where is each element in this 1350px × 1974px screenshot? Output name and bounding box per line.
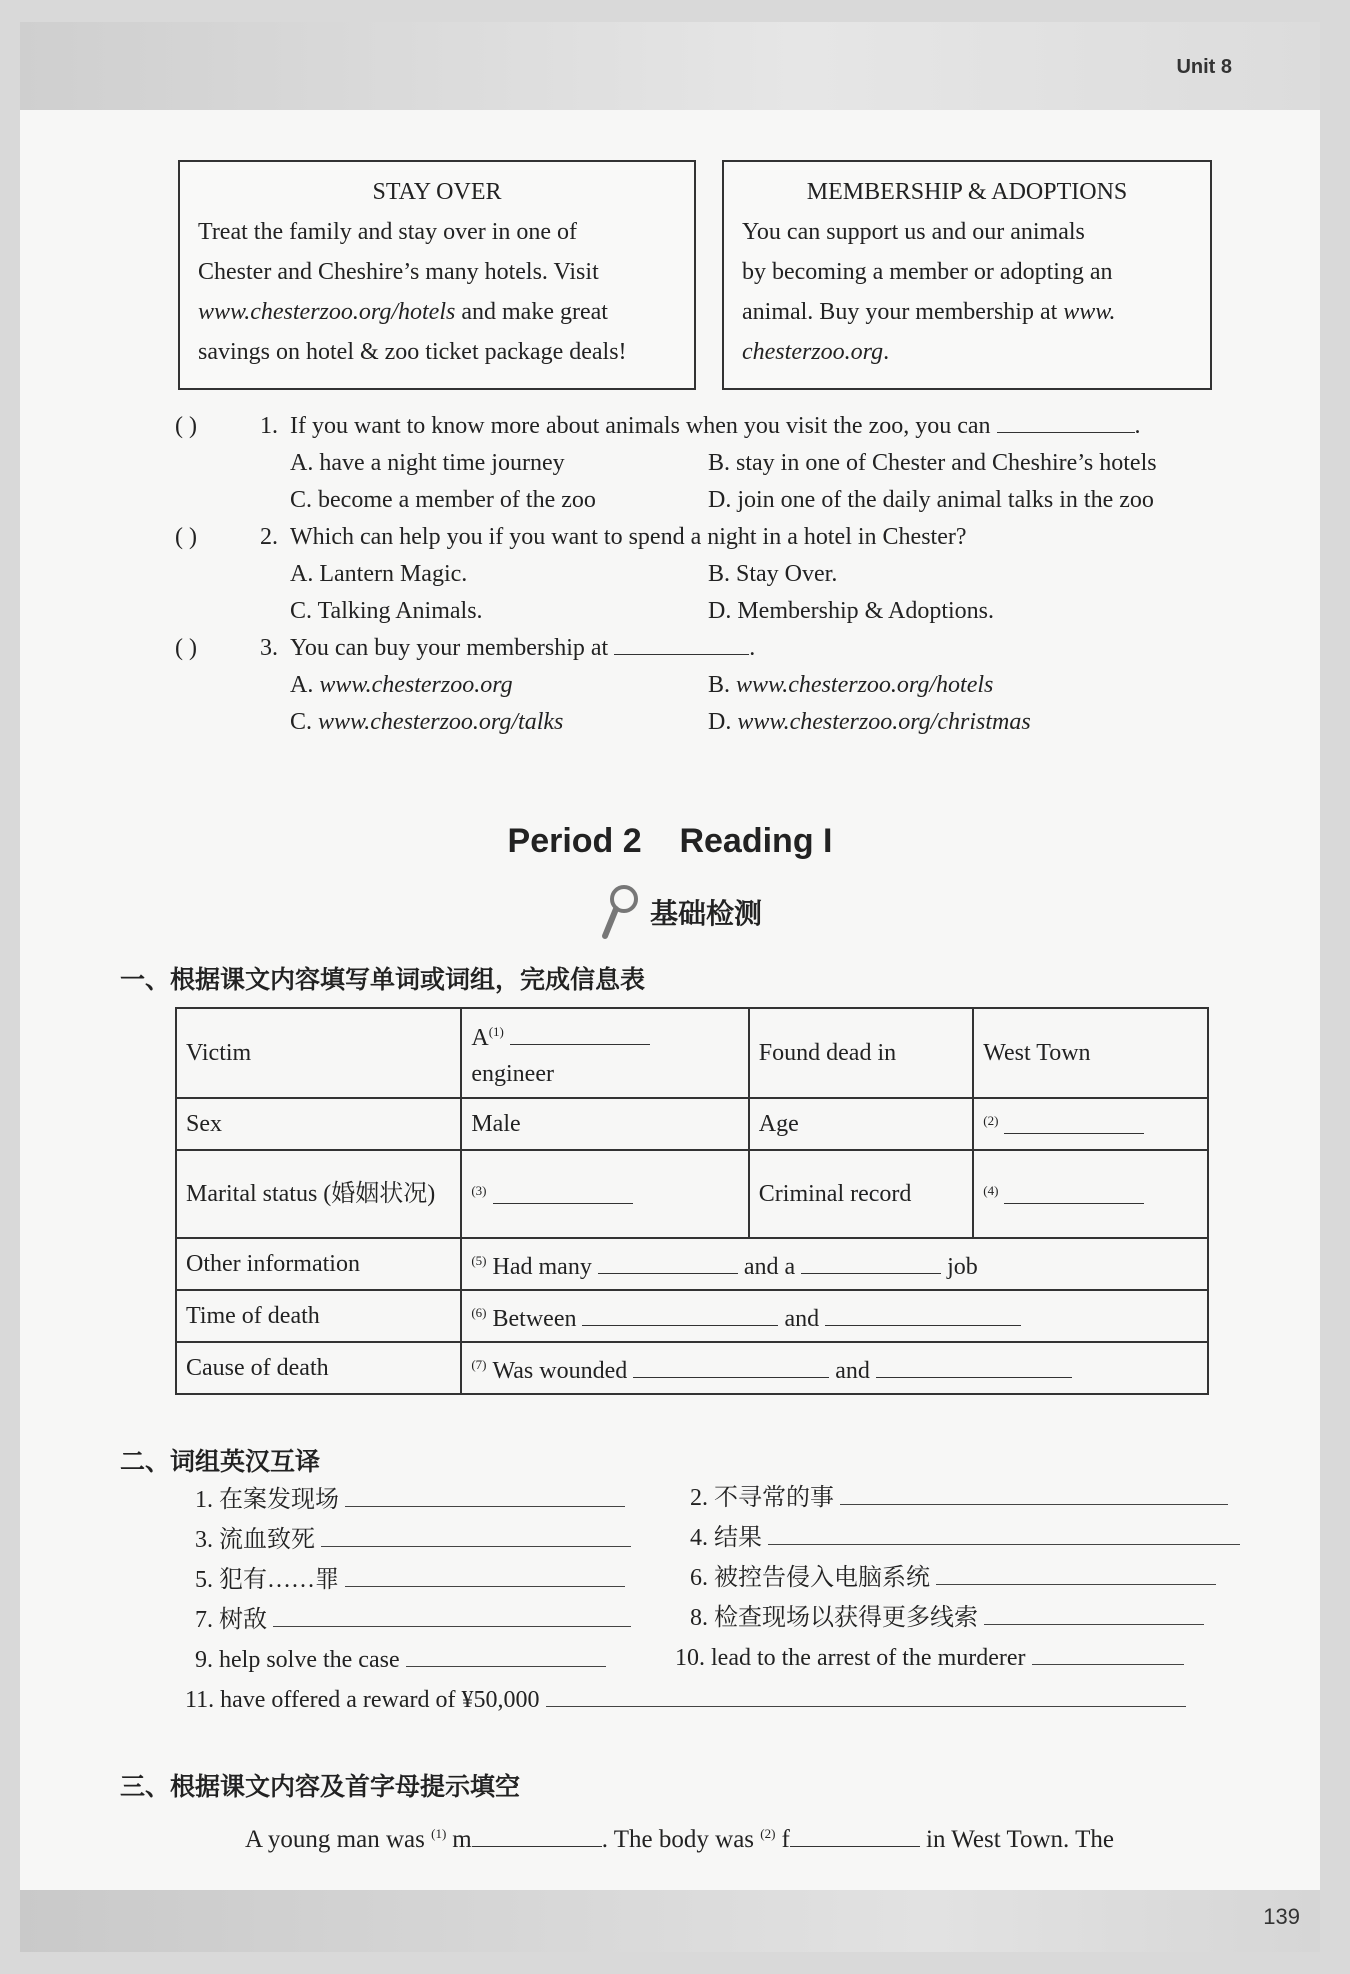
other-text-b: and a (743, 1254, 796, 1280)
basic-check-label: 基础检测 (650, 897, 763, 930)
blank-5b[interactable] (801, 1249, 941, 1274)
criminal-label: Criminal record (749, 1150, 973, 1238)
list-item (690, 1482, 1228, 1514)
passage-text-a: A young man was (245, 1826, 425, 1853)
list-item (195, 1604, 631, 1636)
option-3a[interactable] (290, 667, 513, 704)
blank-6b[interactable] (825, 1301, 1021, 1326)
unit-label: Unit 8 (1176, 56, 1232, 78)
other-text-c: job (947, 1254, 978, 1280)
list-item (675, 1642, 1184, 1674)
item-1-text: 1. 在案发现场 (195, 1487, 339, 1513)
option-3c-letter: C. (290, 709, 313, 735)
option-1d[interactable]: D. join one of the daily animal talks in the zoo (708, 487, 1154, 513)
membership-line-4 (742, 332, 1192, 372)
victim-cell (461, 1008, 748, 1098)
blank-3[interactable] (493, 1179, 633, 1204)
basic-check-heading (600, 884, 762, 940)
membership-line-1: You can support us and our animals (742, 219, 1085, 245)
item-3-text: 3. 流血致死 (195, 1527, 315, 1553)
question-2-stem: Which can help you if you want to spend a night in a hotel in Chester? (290, 524, 967, 550)
question-1-blank[interactable] (997, 408, 1135, 433)
found-value: West Town (973, 1008, 1208, 1098)
option-3d-url: www.chesterzoo.org/christmas (737, 709, 1031, 735)
option-2a[interactable]: A. Lantern Magic. (290, 561, 468, 587)
item-1-blank[interactable] (345, 1484, 625, 1507)
membership-line-4-end: . (883, 339, 890, 365)
question-3-blank[interactable] (614, 630, 749, 655)
item-6-blank[interactable] (936, 1562, 1216, 1585)
option-2b[interactable]: B. Stay Over. (708, 561, 838, 587)
item-8-text: 8. 检查现场以获得更多线索 (690, 1605, 978, 1631)
list-item (185, 1684, 1186, 1716)
question-3-text: You can buy your membership at (290, 635, 609, 661)
item-7-blank[interactable] (273, 1604, 631, 1627)
stay-over-title: STAY OVER (372, 179, 502, 205)
blank-number-6: (6) (471, 1305, 487, 1320)
stay-over-line-3-rest: and make great (455, 299, 608, 325)
found-label: Found dead in (749, 1008, 973, 1098)
list-item (690, 1522, 1240, 1554)
time-label: Time of death (176, 1290, 461, 1342)
question-3-end: . (749, 635, 756, 661)
passage-text-b: . The body was (601, 1826, 755, 1853)
blank-1[interactable] (510, 1020, 650, 1045)
cause-text-b: and (835, 1358, 870, 1384)
blank-6a[interactable] (582, 1301, 778, 1326)
answer-paren-3[interactable]: ( ) (175, 635, 197, 661)
time-cell (461, 1290, 1208, 1342)
passage-number-2: (2) (760, 1825, 776, 1841)
option-3d[interactable] (708, 704, 1031, 741)
question-1-stem (290, 408, 1141, 445)
other-text-a: Had many (492, 1254, 592, 1280)
blank-number-2: (2) (983, 1113, 999, 1128)
table-row (176, 1098, 1208, 1150)
option-1a[interactable]: A. have a night time journey (290, 450, 565, 476)
option-3c-url: www.chesterzoo.org/talks (318, 709, 564, 735)
membership-line-2: by becoming a member or adopting an (742, 259, 1113, 285)
time-text-b: and (784, 1306, 820, 1332)
section-1-heading: 一、根据课文内容填写单词或词组，完成信息表 (120, 965, 646, 994)
option-3c[interactable] (290, 704, 563, 741)
item-9-blank[interactable] (406, 1644, 606, 1667)
age-cell (973, 1098, 1208, 1150)
table-row (176, 1342, 1208, 1394)
time-text-a: Between (492, 1306, 577, 1332)
item-8-blank[interactable] (984, 1602, 1204, 1625)
stay-over-line-2: Chester and Cheshire’s many hotels. Visit (198, 259, 599, 285)
membership-line-3-text: animal. Buy your membership at (742, 299, 1064, 325)
item-5-blank[interactable] (345, 1564, 625, 1587)
stay-over-line-1: Treat the family and stay over in one of (198, 219, 578, 245)
item-9-text: 9. help solve the case (195, 1647, 400, 1673)
item-4-blank[interactable] (768, 1522, 1240, 1545)
marital-cell (461, 1150, 748, 1238)
question-1-end: . (1134, 413, 1141, 439)
hint-letter-1: m (452, 1826, 472, 1853)
table-row (176, 1150, 1208, 1238)
option-1b[interactable]: B. stay in one of Chester and Cheshire’s hotels (708, 450, 1157, 476)
marital-label: Marital status (婚姻状况) (176, 1150, 461, 1238)
list-item (690, 1562, 1216, 1594)
other-cell (461, 1238, 1208, 1290)
cause-label: Cause of death (176, 1342, 461, 1394)
item-10-text: 10. lead to the arrest of the murderer (675, 1645, 1026, 1671)
blank-number-4: (4) (983, 1183, 999, 1198)
item-11-text: 11. have offered a reward of ¥50,000 (185, 1687, 540, 1713)
table-row (176, 1238, 1208, 1290)
item-5-text: 5. 犯有……罪 (195, 1567, 339, 1593)
option-3b-url: www.chesterzoo.org/hotels (736, 672, 994, 698)
table-row (176, 1290, 1208, 1342)
fill-in-passage (245, 1822, 1114, 1854)
answer-paren-2[interactable]: ( ) (175, 524, 197, 550)
table-row (176, 1008, 1208, 1098)
blank-number-7: (7) (471, 1357, 487, 1372)
item-10-blank[interactable] (1032, 1642, 1184, 1665)
magnifier-icon (600, 884, 640, 940)
blank-5a[interactable] (598, 1249, 738, 1274)
option-3b-letter: B. (708, 672, 731, 698)
section-3-heading: 三、根据课文内容及首字母提示填空 (120, 1772, 521, 1801)
question-1-number: 1. (260, 413, 278, 439)
option-2c[interactable]: C. Talking Animals. (290, 598, 483, 624)
item-4-text: 4. 结果 (690, 1525, 762, 1551)
section-2-heading: 二、词组英汉互译 (120, 1447, 321, 1476)
option-3a-url: www.chesterzoo.org (319, 672, 513, 698)
cause-cell (461, 1342, 1208, 1394)
info-table (175, 1007, 1209, 1395)
membership-line-3 (742, 292, 1192, 332)
victim-engineer: engineer (471, 1061, 554, 1087)
other-label: Other information (176, 1238, 461, 1290)
blank-4[interactable] (1004, 1179, 1144, 1204)
option-3d-letter: D. (708, 709, 732, 735)
item-6-text: 6. 被控告侵入电脑系统 (690, 1565, 930, 1591)
list-item (690, 1602, 1204, 1634)
option-3b[interactable] (708, 667, 993, 704)
blank-number-1: (1) (488, 1024, 504, 1039)
list-item (195, 1564, 625, 1596)
passage-number-1: (1) (431, 1825, 447, 1841)
victim-label: Victim (176, 1008, 461, 1098)
item-3-blank[interactable] (321, 1524, 631, 1547)
period-title: Period 2 Reading I (507, 822, 833, 860)
stay-over-line-3 (198, 292, 676, 332)
cause-text-a: Was wounded (492, 1358, 628, 1384)
sex-value: Male (461, 1098, 748, 1150)
sex-label: Sex (176, 1098, 461, 1150)
criminal-cell (973, 1150, 1208, 1238)
blank-2[interactable] (1004, 1109, 1144, 1134)
blank-7a[interactable] (633, 1353, 829, 1378)
membership-url-part1: www. (1063, 299, 1116, 325)
header-band (20, 22, 1320, 110)
list-item (195, 1484, 625, 1516)
membership-box (722, 160, 1212, 390)
age-label: Age (749, 1098, 973, 1150)
blank-number-3: (3) (471, 1183, 487, 1198)
option-2d[interactable]: D. Membership & Adoptions. (708, 598, 994, 624)
passage-text-c: in West Town. The (926, 1826, 1114, 1853)
victim-article: A (471, 1025, 489, 1051)
question-1-text: If you want to know more about animals when you visit the zoo, you can (290, 413, 991, 439)
hotels-url: www.chesterzoo.org/hotels (198, 299, 456, 325)
footer-band (20, 1890, 1320, 1952)
question-3-number: 3. (260, 635, 278, 661)
hint-letter-2: f (781, 1826, 790, 1853)
list-item (195, 1524, 631, 1556)
blank-7b[interactable] (876, 1353, 1072, 1378)
passage-blank-1[interactable] (472, 1822, 602, 1847)
stay-over-line-4: savings on hotel & zoo ticket package deals! (198, 339, 627, 365)
question-3-stem (290, 630, 755, 667)
option-1c[interactable]: C. become a member of the zoo (290, 487, 596, 513)
item-11-blank[interactable] (546, 1684, 1186, 1707)
item-2-text: 2. 不寻常的事 (690, 1485, 834, 1511)
membership-url-part2: chesterzoo.org (742, 339, 884, 365)
passage-blank-2[interactable] (790, 1822, 920, 1847)
option-3a-letter: A. (290, 672, 314, 698)
page-number: 139 (1263, 1904, 1300, 1929)
answer-paren-1[interactable]: ( ) (175, 413, 197, 439)
item-2-blank[interactable] (840, 1482, 1228, 1505)
list-item (195, 1644, 606, 1676)
workbook-page (20, 22, 1320, 1952)
membership-title: MEMBERSHIP & ADOPTIONS (806, 179, 1128, 205)
question-2-number: 2. (260, 524, 278, 550)
item-7-text: 7. 树敌 (195, 1607, 267, 1633)
stay-over-box (178, 160, 696, 390)
blank-number-5: (5) (471, 1253, 487, 1268)
